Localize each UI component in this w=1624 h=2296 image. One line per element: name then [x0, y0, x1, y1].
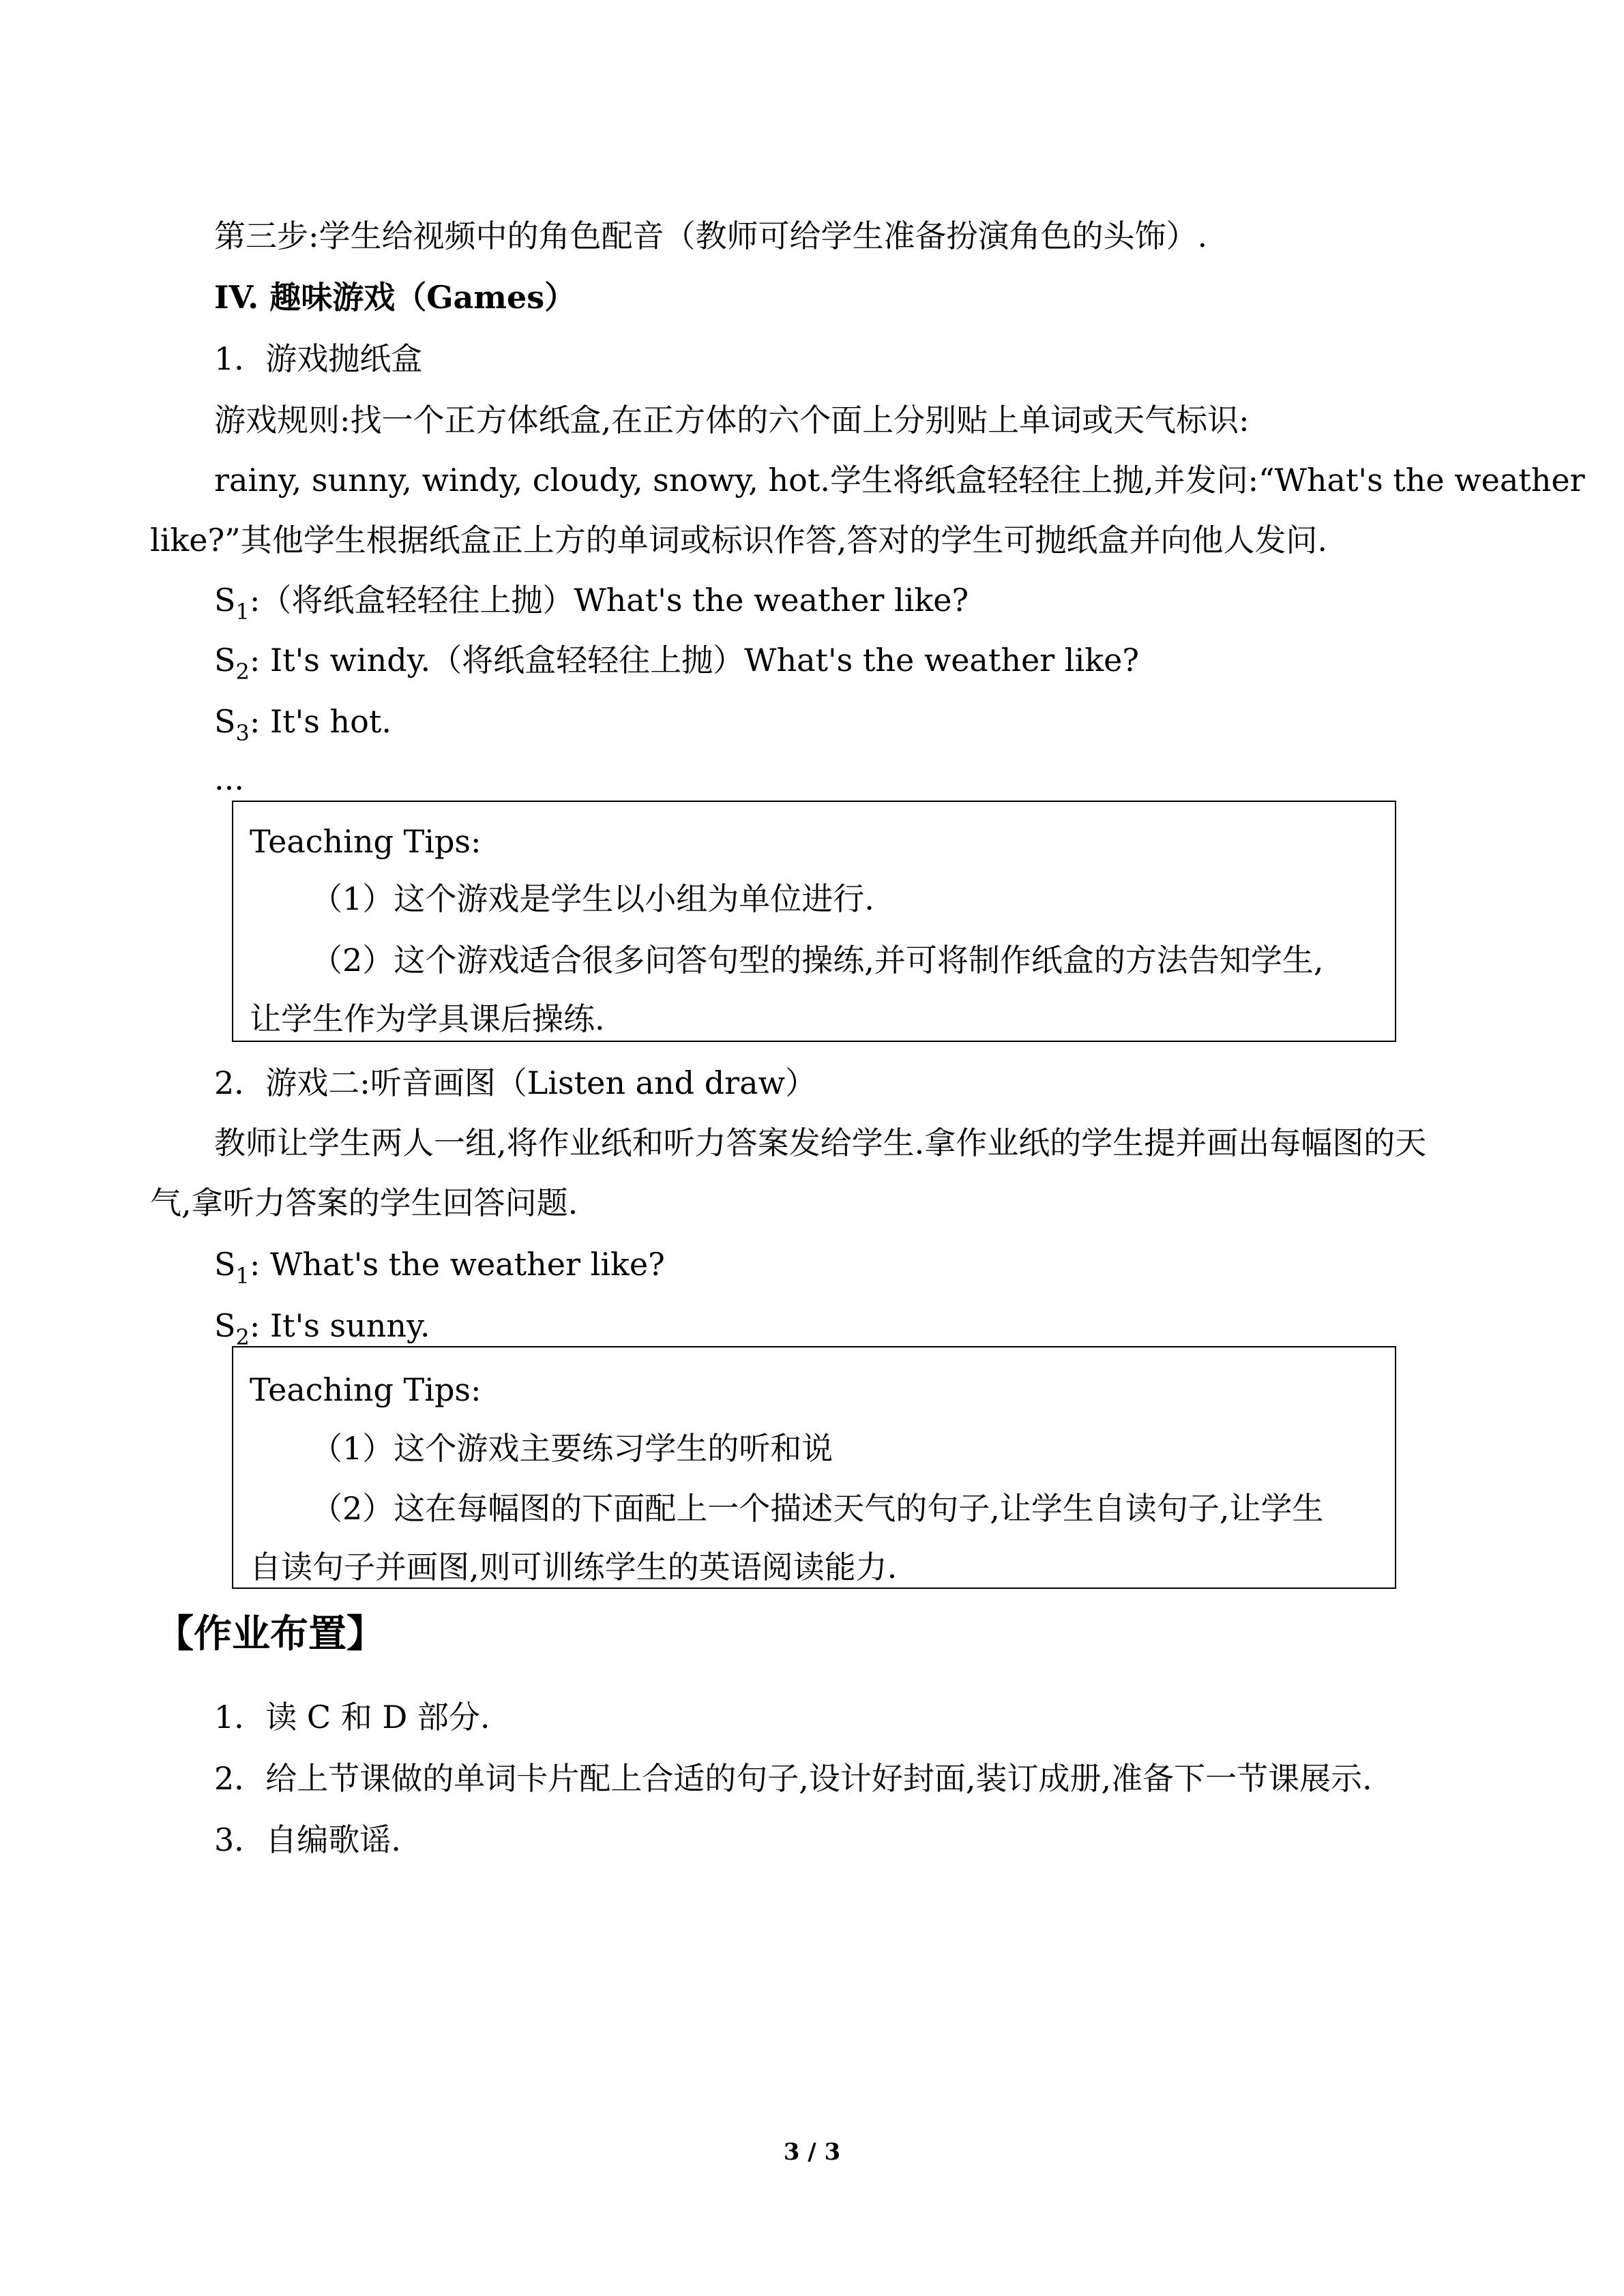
game2-dialogue-s2	[214, 1307, 430, 1348]
dialogue-text: :（将纸盒轻轻往上抛）What's the weather like?	[249, 582, 969, 618]
dialogue-text: : It's sunny.	[249, 1307, 430, 1344]
tip-item-2-continued: 自读句子并画图,则可训练学生的英语阅读能力.	[250, 1549, 898, 1585]
speaker-subscript: 2	[235, 659, 250, 685]
tip-item-2-continued: 让学生作为学具课后操练.	[250, 1000, 605, 1037]
homework-heading: 【作业布置】	[156, 1612, 385, 1656]
section-iv-heading: IV. 趣味游戏（Games）	[214, 279, 576, 316]
page-number: 3 / 3	[783, 2138, 841, 2166]
dialogue-text: : It's hot.	[249, 703, 392, 740]
tips-heading: Teaching Tips:	[250, 823, 482, 860]
homework-item-3: 3．自编歌谣.	[214, 1821, 401, 1858]
tip-item-1: （1）这个游戏是学生以小组为单位进行.	[311, 880, 874, 917]
game1-dialogue-s1	[214, 581, 969, 623]
homework-item-2: 2．给上节课做的单词卡片配上合适的句子,设计好封面,装订成册,准备下一节课展示.	[214, 1760, 1372, 1797]
speaker-subscript: 1	[235, 599, 250, 625]
speaker-label: S	[214, 642, 236, 679]
teaching-tips-box-1	[232, 801, 1396, 1042]
dialogue-text: : It's windy.（将纸盒轻轻往上抛）What's the weather like?	[249, 642, 1139, 679]
speaker-label: S	[214, 703, 236, 740]
game1-rule-line1: 游戏规则:找一个正方体纸盒,在正方体的六个面上分别贴上单词或天气标识:	[214, 402, 1250, 438]
game2-desc-line1: 教师让学生两人一组,将作业纸和听力答案发给学生.拿作业纸的学生提并画出每幅图的天	[214, 1124, 1427, 1161]
game2-desc-line2: 气,拿听力答案的学生回答问题.	[150, 1184, 578, 1221]
game2-title: 2．游戏二:听音画图（Listen and draw）	[214, 1064, 816, 1101]
dialogue-text: : What's the weather like?	[249, 1246, 665, 1283]
speaker-label: S	[214, 1246, 236, 1283]
homework-item-1: 1．读 C 和 D 部分.	[214, 1699, 490, 1735]
tip-item-1: （1）这个游戏主要练习学生的听和说	[311, 1430, 833, 1467]
step3-text: 第三步:学生给视频中的角色配音（教师可给学生准备扮演角色的头饰）.	[214, 218, 1208, 254]
game1-rule-line2: rainy, sunny, windy, cloudy, snowy, hot.学生将纸盒轻轻往上抛,并发问:“What's the weather	[214, 462, 1585, 498]
game2-dialogue-s1	[214, 1245, 665, 1287]
tips-heading: Teaching Tips:	[250, 1371, 482, 1408]
speaker-subscript: 1	[235, 1263, 250, 1289]
speaker-label: S	[214, 582, 236, 618]
tip-item-2: （2）这个游戏适合很多问答句型的操练,并可将制作纸盒的方法告知学生,	[311, 942, 1324, 979]
speaker-subscript: 2	[235, 1324, 250, 1350]
game1-title: 1．游戏抛纸盒	[214, 340, 423, 377]
speaker-label: S	[214, 1307, 236, 1344]
game1-dialogue-s3	[214, 702, 392, 744]
tip-item-2: （2）这在每幅图的下面配上一个描述天气的句子,让学生自读句子,让学生	[311, 1490, 1324, 1527]
game1-rule-line3: like?”其他学生根据纸盒正上方的单词或标识作答,答对的学生可抛纸盒并向他人发问.	[150, 522, 1327, 558]
game1-ellipsis: ...	[214, 760, 244, 797]
game1-dialogue-s2	[214, 641, 1139, 683]
speaker-subscript: 3	[235, 720, 250, 746]
teaching-tips-box-2	[232, 1346, 1396, 1589]
